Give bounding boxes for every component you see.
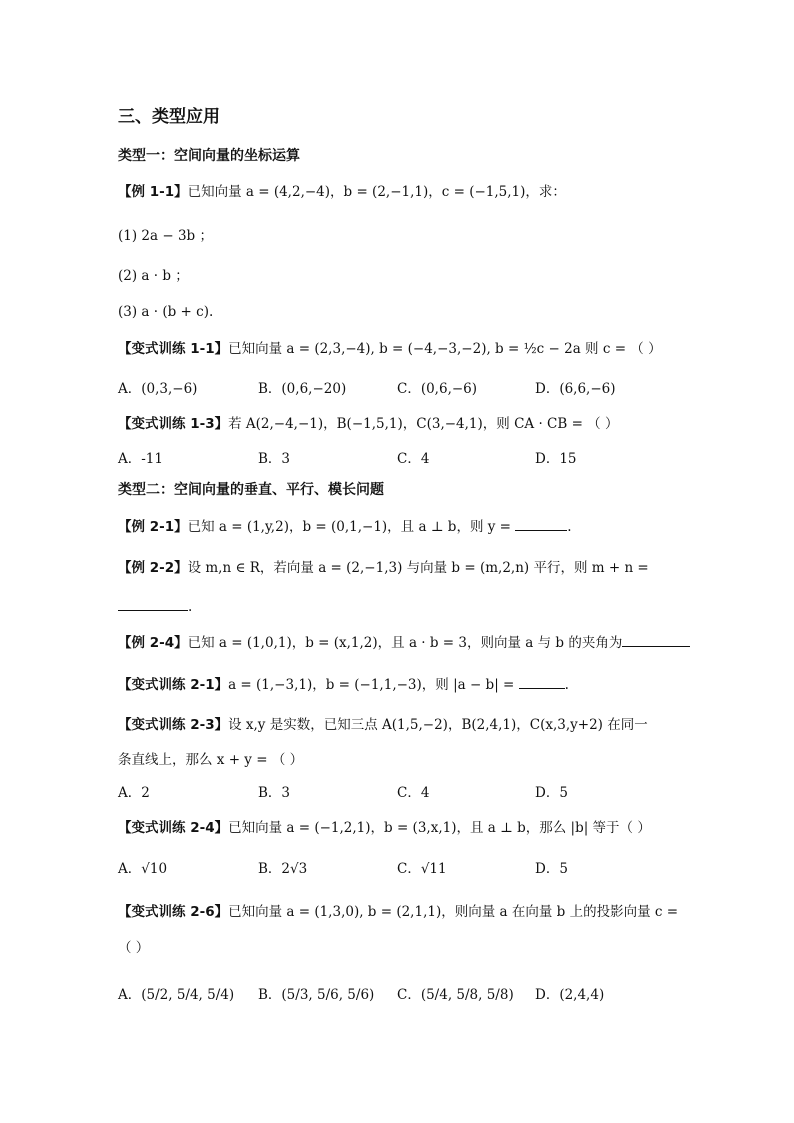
example-2-1-stem: 已知 a = (1,y,2)，b = (0,1,−1)，且 a ⊥ b，则 y = [187, 519, 516, 535]
variant-2-3-option-b: B．3 [258, 785, 291, 801]
answer-blank[interactable] [622, 632, 690, 647]
variant-2-1 [118, 674, 569, 695]
example-2-1 [118, 516, 572, 537]
variant-1-3-stem: 若 A(2,−4,−1)，B(−1,5,1)，C(3,−4,1)，则 CA · CB = （ ） [228, 416, 619, 432]
example-1-1-q2: (2) a · b ； [118, 268, 189, 284]
example-2-2 [118, 558, 649, 578]
answer-blank[interactable] [519, 674, 565, 689]
variant-1-3-option-b: B．3 [258, 451, 291, 467]
variant-2-6-stem: 已知向量 a = (1,3,0), b = (2,1,1)，则向量 a 在向量 b 上的投影向量 c = [228, 904, 679, 920]
example-1-1-stem: 已知向量 a = (4,2,−4)，b = (2,−1,1)，c = (−1,5,1)，求： [187, 184, 566, 200]
example-2-2-stem: 设 m,n ∈ R，若向量 a = (2,−1,3) 与向量 b = (m,2,n) 平行，则 m + n = [187, 560, 649, 576]
variant-2-6-option-b: B．(5/3, 5/6, 5/6) [258, 987, 375, 1003]
answer-blank[interactable] [515, 516, 567, 531]
variant-1-1-option-a: A．(0,3,−6) [118, 381, 198, 397]
example-2-2-tail: . [188, 599, 193, 615]
variant-2-6 [118, 902, 678, 922]
example-2-1-tail: . [567, 519, 572, 535]
variant-2-4-stem: 已知向量 a = (−1,2,1)，b = (3,x,1)，且 a ⊥ b，那么 |b| 等于（ ） [228, 820, 651, 836]
example-2-2-line2 [118, 596, 192, 617]
variant-1-1-option-b: B．(0,6,−20) [258, 381, 347, 397]
example-2-1-label: 【例 2-1】 [118, 519, 188, 535]
example-1-1 [118, 182, 566, 202]
variant-1-3-label: 【变式训练 1-3】 [118, 416, 229, 432]
variant-2-6-line2: （ ） [118, 940, 150, 956]
variant-2-4-option-a: A．√10 [118, 861, 168, 877]
variant-1-1 [118, 339, 662, 359]
variant-1-3 [118, 414, 618, 434]
variant-1-3-option-c: C．4 [397, 451, 430, 467]
example-2-4 [118, 632, 690, 653]
variant-2-3-line2: 条直线上，那么 x + y = （ ） [118, 752, 304, 768]
variant-2-4-option-b: B．2√3 [258, 861, 308, 877]
variant-1-3-option-d: D．15 [535, 451, 577, 467]
variant-2-3-label: 【变式训练 2-3】 [118, 717, 229, 733]
section-title: 三、类型应用 [118, 107, 220, 127]
variant-2-4-label: 【变式训练 2-4】 [118, 820, 229, 836]
variant-1-1-stem: 已知向量 a = (2,3,−4), b = (−4,−3,−2), b = ½c − 2a 则 c = （ ） [228, 341, 662, 357]
variant-2-1-tail: . [564, 677, 569, 693]
type2-title: 类型二：空间向量的垂直、平行、模长问题 [118, 482, 384, 498]
variant-2-6-option-d: D．(2,4,4) [535, 987, 605, 1003]
type1-title: 类型一：空间向量的坐标运算 [118, 148, 300, 164]
variant-1-3-option-a: A．-11 [118, 451, 163, 467]
variant-2-1-stem: a = (1,−3,1)，b = (−1,1,−3)，则 |a − b| = [228, 677, 519, 693]
variant-2-3-option-a: A．2 [118, 785, 150, 801]
variant-1-1-option-c: C．(0,6,−6) [397, 381, 478, 397]
variant-2-4-option-c: C．√11 [397, 861, 447, 877]
variant-2-3-stem: 设 x,y 是实数，已知三点 A(1,5,−2)，B(2,4,1)，C(x,3,y+2) 在同一 [228, 717, 648, 733]
variant-2-3-option-c: C．4 [397, 785, 430, 801]
variant-2-4-option-d: D．5 [535, 861, 568, 877]
example-2-4-stem: 已知 a = (1,0,1)，b = (x,1,2)，且 a · b = 3，则向量 a 与 b 的夹角为 [187, 635, 623, 651]
variant-2-6-label: 【变式训练 2-6】 [118, 904, 229, 920]
example-1-1-q3: (3) a · (b + c). [118, 304, 214, 320]
variant-2-1-label: 【变式训练 2-1】 [118, 677, 229, 693]
example-1-1-q1: (1) 2a − 3b ； [118, 228, 213, 244]
variant-2-4 [118, 818, 651, 838]
example-1-1-label: 【例 1-1】 [118, 184, 188, 200]
variant-2-3-option-d: D．5 [535, 785, 568, 801]
variant-2-6-option-c: C．(5/4, 5/8, 5/8) [397, 987, 514, 1003]
variant-2-3 [118, 715, 648, 735]
example-2-2-label: 【例 2-2】 [118, 560, 188, 576]
answer-blank[interactable] [118, 596, 188, 611]
variant-1-1-label: 【变式训练 1-1】 [118, 341, 229, 357]
variant-2-6-option-a: A．(5/2, 5/4, 5/4) [118, 987, 235, 1003]
variant-1-1-option-d: D．(6,6,−6) [535, 381, 616, 397]
example-2-4-label: 【例 2-4】 [118, 635, 188, 651]
